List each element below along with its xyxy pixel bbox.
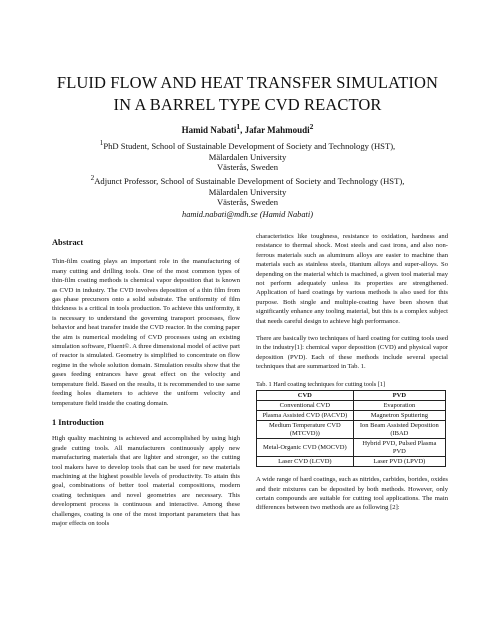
table-header-pvd: PVD	[353, 391, 445, 401]
author-line	[40, 122, 455, 135]
table-row	[257, 439, 446, 457]
table-caption: Tab. 1 Hard coating techniques for cutting tools [1]	[256, 380, 386, 388]
author-2-name: Jafar Mahmoudi	[244, 125, 310, 135]
affiliation-2-line-2: Mälardalen University	[208, 186, 287, 197]
table-header-row	[257, 391, 446, 401]
affiliation-2-line-1: Adjunct Professor, School of Sustainable Development of Society and Technology (HST),	[94, 175, 405, 186]
title-line-1: FLUID FLOW AND HEAT TRANSFER SIMULATION	[56, 73, 439, 92]
abstract-heading: Abstract	[52, 238, 84, 247]
table-row	[257, 457, 446, 467]
paper-title	[40, 72, 455, 116]
table-cell: Evaporation	[353, 401, 445, 411]
introduction-heading: 1 Introduction	[52, 417, 104, 427]
table-cell: Plasma Assisted CVD (PACVD)	[257, 411, 354, 421]
table-header-cvd: CVD	[257, 391, 354, 401]
author-email: hamid.nabati@mdh.se (Hamid Nabati)	[182, 210, 313, 219]
left-column	[52, 232, 240, 528]
coating-techniques-table	[256, 390, 446, 467]
table-cell: Metal-Organic CVD (MOCVD)	[257, 439, 354, 457]
table-cell: Conventional CVD	[257, 401, 354, 411]
author-1-name: Hamid Nabati	[181, 125, 237, 135]
abstract-text: Thin-film coating plays an important role in the manufacturing of many cutting and drilling tools. One of the most common types of thin-film coating methods is chemical vapor deposition that is known as CVD in industry. The CVD involves deposition of a thin film from gas phase precursors onto a solid substrate. The uniformity of film thickness is a critical in tools production. To achieve this uniformity, it is necessary to understand the governing transport processes, flow behavior and heat transfer inside the CVD reactor. In the coming paper the aim is numerical modeling of CVD processes using an existing simulation software, Fluent©. A three dimensional model of active part of reactor is simulated. Geometry is simplified to concentrate on flow regime in the whole solution domain. Simulation results show that the gases feeding entrances have great effect on the velocity and temperature field. Based on the results, it is recommended to use same feeding holes diameters to achieve the uniform velocity and temperature field inside the coating domain.	[52, 258, 240, 407]
affiliation-1-line-2: Mälardalen University	[208, 151, 287, 162]
affiliation-1-line-1: PhD Student, School of Sustainable Development of Society and Technology (HST),	[103, 140, 396, 151]
author-2-affiliation-mark: 2	[309, 122, 314, 131]
introduction-text: High quality machining is achieved and accomplished by using high grade cutting tools. All manufacturers continuously apply new manufacturing materials that are lighter and stronger, so the cutting tool makers have to develop tools that can be used for new materials machining at the highest possible levels of productivity. To attain this goal, combinations of better tool material compositions, modern coating techniques and novel geometries are necessary. This development process is continuous and interactive. Among these challenges, coating is one of the most important parameters that has major effects on tools	[52, 435, 240, 527]
table-cell: Ion Beam Assisted Deposition (IBAD	[353, 421, 445, 439]
affiliation-2-line-3: Västerås, Sweden	[216, 197, 279, 208]
affiliation-1-line-3: Västerås, Sweden	[216, 162, 279, 173]
body-paragraph-1: characteristics like toughness, resistance to oxidation, hardness and resistance to thermal shock. Most steels and cast irons, and also non-ferrous materials such as aluminum alloys are easier to machine than materials such as stainless steels, titanium alloys and super-alloys. So depending on the material which is machined, a given tool material may not perform adequately unless its properties are strengthened. Application of hard coatings by various methods is also used for this purpose. Both single and multiple-coating have been shown that significantly enhance any tooling material, but this is a complex subject that needs careful design to achieve high performance.	[256, 233, 448, 325]
table-row	[257, 401, 446, 411]
affiliation-2-mark: 2	[90, 174, 95, 182]
table-cell: Magnetron Sputtering	[353, 411, 445, 421]
table-cell: Laser CVD (LCVD)	[257, 457, 354, 467]
title-line-2: IN A BARREL TYPE CVD REACTOR	[113, 95, 382, 114]
affiliation-2	[40, 173, 455, 208]
body-paragraph-2: There are basically two techniques of hard coating for cutting tools used in the industry[1]: chemical vapor deposition (CVD) and physical vapor deposition (PVD). Each of these methods include several special techniques that are summarized in Tab. 1.	[256, 335, 448, 371]
table-row	[257, 411, 446, 421]
affiliation-1	[40, 138, 455, 173]
right-column	[256, 232, 448, 513]
table-row	[257, 421, 446, 439]
affiliation-1-mark: 1	[99, 139, 104, 147]
author-1-affiliation-mark: 1	[236, 122, 241, 131]
author-separator: ,	[240, 125, 245, 135]
table-cell: Laser PVD (LPVD)	[353, 457, 445, 467]
table-cell: Medium Temperature CVD (MTCVD))	[257, 421, 354, 439]
body-paragraph-3: A wide range of hard coatings, such as nitrides, carbides, borides, oxides and their mixtures can be deposited by both methods. However, only certain compounds are suitable for cutting tool applications. The main differences between two methods are as following [2]:	[256, 476, 448, 512]
table-cell: Hybrid PVD, Pulsed Plasma PVD	[353, 439, 445, 457]
